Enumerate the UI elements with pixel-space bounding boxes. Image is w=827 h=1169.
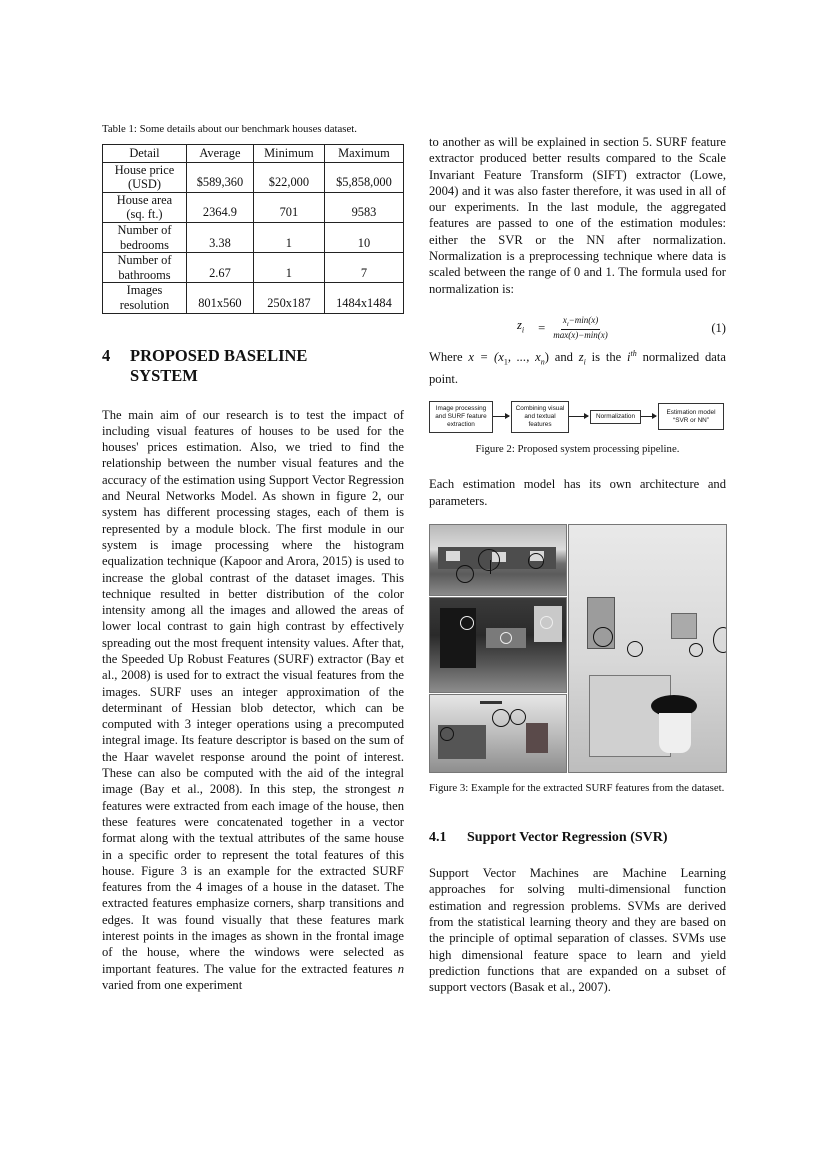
pipeline-box-image-processing: Image processing and SURF feature extraction xyxy=(429,401,493,433)
left-column xyxy=(102,122,404,993)
cell-average: $589,360 xyxy=(186,162,253,192)
table-header-cell: Minimum xyxy=(253,145,324,163)
row-label: House price (USD) xyxy=(103,162,187,192)
cell-average: 2.67 xyxy=(186,253,253,283)
table-header-cell: Maximum xyxy=(324,145,403,163)
table-header-cell: Detail xyxy=(103,145,187,163)
bedroom-photo xyxy=(429,694,567,773)
benchmark-table xyxy=(102,144,404,314)
cell-minimum: 1 xyxy=(253,222,324,252)
cell-maximum: 1484x1484 xyxy=(324,283,403,313)
section-4-1-heading xyxy=(429,830,726,846)
table-row xyxy=(103,253,404,283)
arrow-icon xyxy=(569,416,588,417)
table-caption: Table 1: Some details about our benchmark houses dataset. xyxy=(102,123,358,135)
table-header-cell: Average xyxy=(186,145,253,163)
body-paragraph: Support Vector Machines are Machine Learning approaches for solving multi-dimensional function estimation and regression problems. SVMs are derived from the statistical learning theory and they are based on the principle of optimal separation of classes. SVMs use high dimensional feature space to learn and yield prediction functions that are expanded on a subset of support vectors (Basak et al., 2007). xyxy=(429,866,726,995)
cell-maximum: $5,858,000 xyxy=(324,162,403,192)
cell-maximum: 10 xyxy=(324,222,403,252)
pipeline-box-normalization: Normalization xyxy=(590,410,641,424)
cell-average: 3.38 xyxy=(186,222,253,252)
right-column xyxy=(429,134,726,996)
table-row xyxy=(103,283,404,313)
row-label: Images resolution xyxy=(103,283,187,313)
row-label: Number of bathrooms xyxy=(103,253,187,283)
pipeline-box-combining: Combining visual and textual features xyxy=(511,401,569,433)
section-title: PROPOSED BASELINE SYSTEM xyxy=(130,345,308,385)
section-4-heading xyxy=(102,346,404,386)
cell-minimum: 701 xyxy=(253,192,324,222)
pipeline-diagram xyxy=(429,401,726,435)
figure-2-caption: Figure 2: Proposed system processing pipeline. xyxy=(475,443,680,456)
cell-maximum: 9583 xyxy=(324,192,403,222)
cell-minimum: 1 xyxy=(253,253,324,283)
table-header-row xyxy=(103,145,404,163)
cell-minimum: 250x187 xyxy=(253,283,324,313)
body-paragraph: Each estimation model has its own architecture and parameters. xyxy=(429,477,726,508)
kitchen-photo xyxy=(429,597,567,693)
row-label: House area (sq. ft.) xyxy=(103,192,187,222)
cell-maximum: 7 xyxy=(324,253,403,283)
table-row xyxy=(103,222,404,252)
equation-number: (1) xyxy=(711,320,726,335)
table-row xyxy=(103,162,404,192)
section-title: Support Vector Regression (SVR) xyxy=(467,829,668,845)
section-number: 4.1 xyxy=(429,829,447,845)
cell-minimum: $22,000 xyxy=(253,162,324,192)
table-row xyxy=(103,192,404,222)
bathroom-photo xyxy=(568,524,727,773)
body-paragraph: The main aim of our research is to test the impact of including visual features of houses to be used for the houses' prices estimation. Also, we tried to find the relationship between the number visual features and the accuracy of the estimation using Support Vector Regression and Neural Networks Model. As shown in figure 2, our system has different processing stages, each of them is represented by a module block. The first module in our system is image processing where the histogram equalization technique (Kapoor and Arora, 2015) is used to increase the global contrast of the dataset images. This technique resulted in better distribution of the color intensity among all the images and allowed the areas of lower local contrast to gain high contrast by effectively spreading out the most frequent intensity values. After that, the Speeded Up Robust Features (SURF) extractor (Bay et al., 2008) is used for to extract the visual features from the images. SURF uses an integer approximation of the determinant of Hessian blob detector, which can be computed with 3 integer operations using a precomputed integral image. Its feature descriptor is based on the sum of the Haar wavelet response around the point of interest. These can also be computed with the aid of the integral image (Bay et al., 2008). In this step, the strongest n features were extracted from each image of the house, then these features were concatenated together in a vector format along with the textual attributes of the same house in a specific order to represent the total features of this house. Figure 3 is an example for the extracted SURF features from the 4 images of a house in the dataset. The extracted features emphasize corners, sharp transitions and edges. It was found visually that these features mark interest points in the images as shown in the frontal image of the house, where the windows were selected as important features. The value for the extracted features n varied from one experiment xyxy=(102,407,405,992)
body-paragraph: to another as will be explained in section 5. SURF feature extractor produced better results compared to the Scale Invariant Feature Transform (SIFT) extractor (Lowe, 2004) and it was also faster therefore, it was used in all of our experiments. In the last module, the aggregated features are passed to one of the estimation modules: either the SVR or the NN after normalization. Normalization is a preprocessing technique where data is scaled between the range of 0 and 1. The formula used for normalization is: xyxy=(429,135,726,296)
pipeline-box-estimation-model: Estimation model “SVR or NN” xyxy=(658,403,724,430)
normalization-equation: $z_i$ = $\frac{x_i-\min(x)}{\max(x)-\min(x)}$ (1) xyxy=(517,314,726,341)
cell-average: 801x560 xyxy=(186,283,253,313)
row-label: Number of bedrooms xyxy=(103,222,187,252)
arrow-icon xyxy=(641,416,656,417)
cell-average: 2364.9 xyxy=(186,192,253,222)
figure-3-caption: Figure 3: Example for the extracted SURF features from the dataset. xyxy=(429,781,725,794)
equation-explanation: Where $x = (x_1$, ..., $x_n$) and $z_i$ is the $i^{th}$ normalized data point. xyxy=(429,348,726,386)
arrow-icon xyxy=(493,416,509,417)
equation-fraction: $\frac{x_i-\min(x)}{\max(x)-\min(x)}$ xyxy=(553,314,608,341)
figure-3-images xyxy=(429,524,726,779)
section-number: 4 xyxy=(102,345,111,365)
house-front-photo xyxy=(429,524,567,596)
